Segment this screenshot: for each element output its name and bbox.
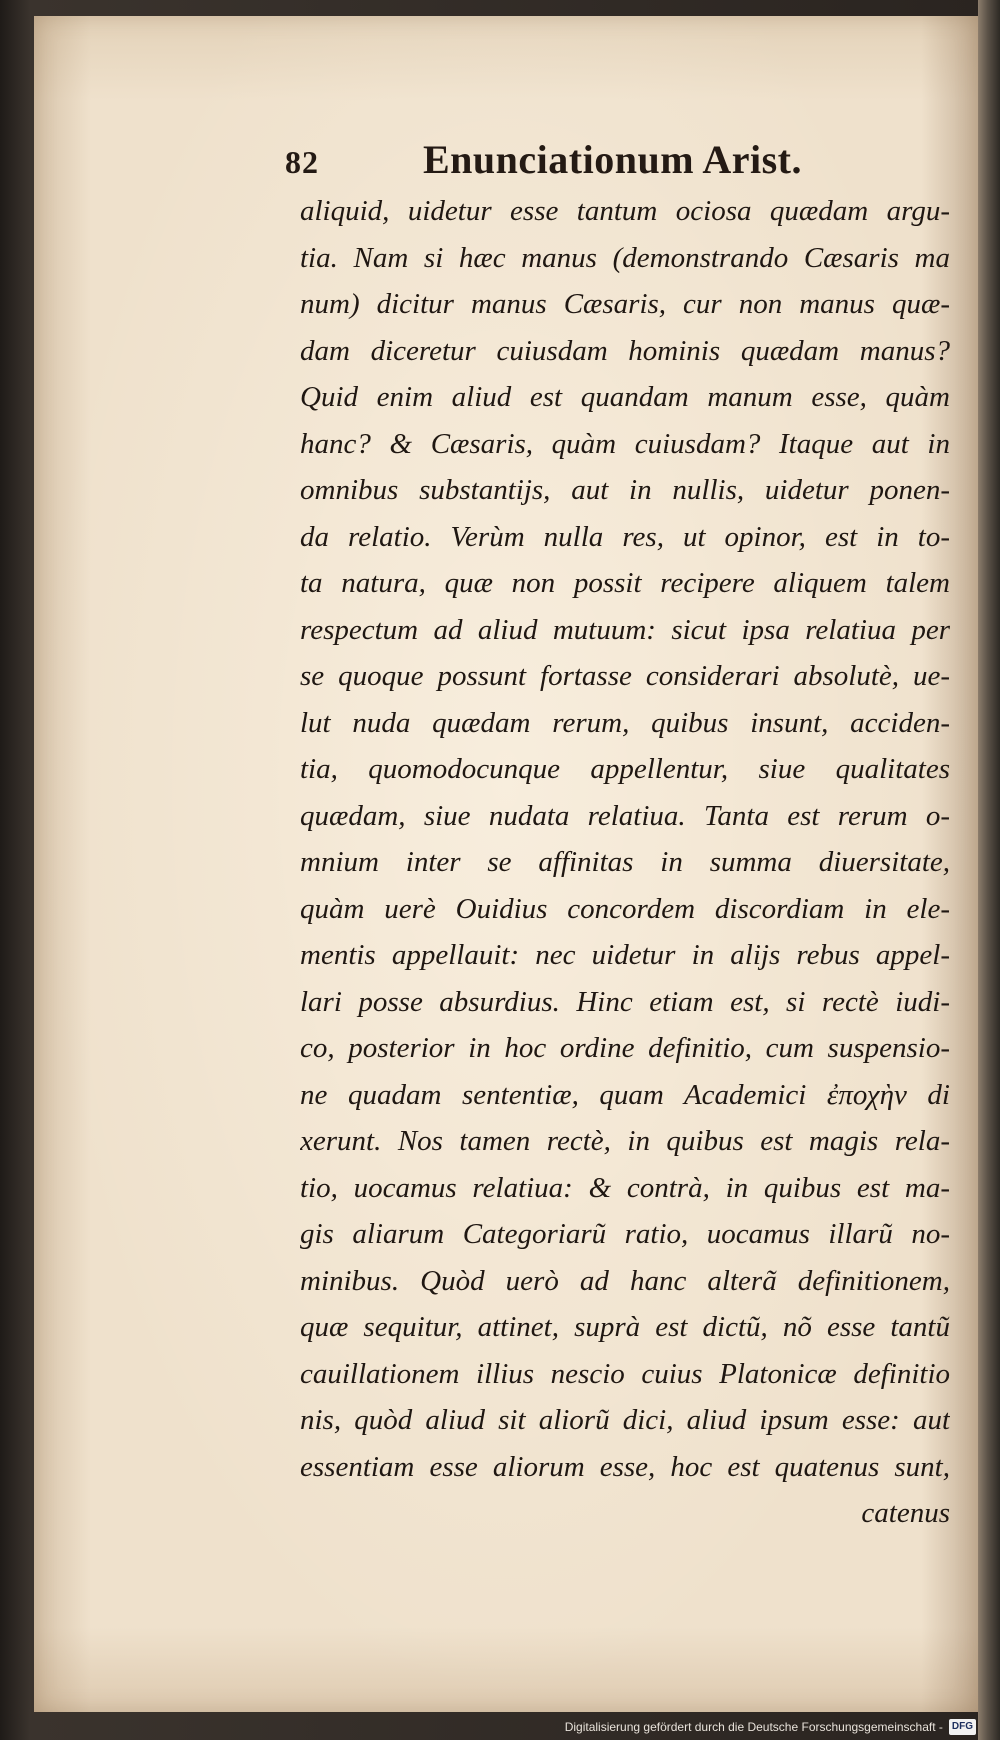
text-line: catenus <box>861 1497 950 1529</box>
text-line: xerunt. Nos tamen rectè, in quibus est magis rela- <box>300 1125 950 1157</box>
text-line: se quoque possunt fortasse considerari absolutè, ue- <box>300 660 950 692</box>
text-line: minibus. Quòd uerò ad hanc alterã definitionem, <box>300 1264 950 1297</box>
text-line: quàm uerè Ouidius concordem discordiam in ele- <box>300 892 950 925</box>
text-line: gis aliarum Categoriarũ ratio, uocamus illarũ no- <box>300 1218 950 1250</box>
text-line: lari posse absurdius. Hinc etiam est, si rectè iudi- <box>300 985 950 1018</box>
text-line: ta natura, quæ non possit recipere aliquem talem <box>300 567 950 599</box>
digitization-credit <box>565 1718 976 1736</box>
running-head <box>285 136 965 192</box>
text-line: co, posterior in hoc ordine definitio, cum suspensio- <box>300 1032 950 1064</box>
text-line: cauillationem illius nescio cuius Platonicæ definitio <box>300 1357 950 1390</box>
text-line: lut nuda quædam rerum, quibus insunt, acciden- <box>300 706 950 739</box>
text-line: da relatio. Verùm nulla res, ut opinor, est in to- <box>300 520 950 553</box>
text-line: mentis appellauit: nec uidetur in alijs rebus appel- <box>300 939 950 971</box>
text-line: quæ sequitur, attinet, suprà est dictũ, nõ esse tantũ <box>300 1311 950 1343</box>
credit-text: Digitalisierung gefördert durch die Deutsche Forschungsgemeinschaft - <box>564 1720 943 1734</box>
book-edge <box>978 0 1000 1740</box>
text-line: tia, quomodocunque appellentur, siue qualitates <box>300 753 950 785</box>
text-line: Quid enim aliud est quandam manum esse, quàm <box>300 381 950 413</box>
text-line: ne quadam sententiæ, quam Academici ἐποχὴν di <box>300 1078 950 1111</box>
body-text <box>300 188 950 1537</box>
text-line: tia. Nam si hæc manus (demonstrando Cæsaris ma <box>300 241 950 274</box>
dfg-logo-icon: DFG <box>949 1719 976 1735</box>
text-line: tio, uocamus relatiua: & contrà, in quibus est ma- <box>300 1171 950 1204</box>
text-line: mnium inter se affinitas in summa diuersitate, <box>300 846 950 878</box>
text-line: aliquid, uidetur esse tantum ociosa quædam argu- <box>300 195 950 227</box>
text-line: omnibus substantijs, aut in nullis, uidetur ponen- <box>300 474 950 506</box>
text-line: num) dicitur manus Cæsaris, cur non manus quæ- <box>300 288 950 320</box>
text-line: quædam, siue nudata relatiua. Tanta est rerum o- <box>300 799 950 832</box>
text-line: essentiam esse aliorum esse, hoc est quatenus sunt, <box>300 1450 950 1483</box>
text-line: dam diceretur cuiusdam hominis quædam manus? <box>300 334 950 367</box>
text-line: respectum ad aliud mutuum: sicut ipsa relatiua per <box>300 613 950 646</box>
text-line: nis, quòd aliud sit aliorũ dici, aliud ipsum esse: aut <box>300 1404 950 1436</box>
running-head-title: Enunciationum Arist. <box>423 137 802 182</box>
text-line: hanc? & Cæsaris, quàm cuiusdam? Itaque aut in <box>300 427 950 460</box>
page-number: 82 <box>285 144 319 180</box>
